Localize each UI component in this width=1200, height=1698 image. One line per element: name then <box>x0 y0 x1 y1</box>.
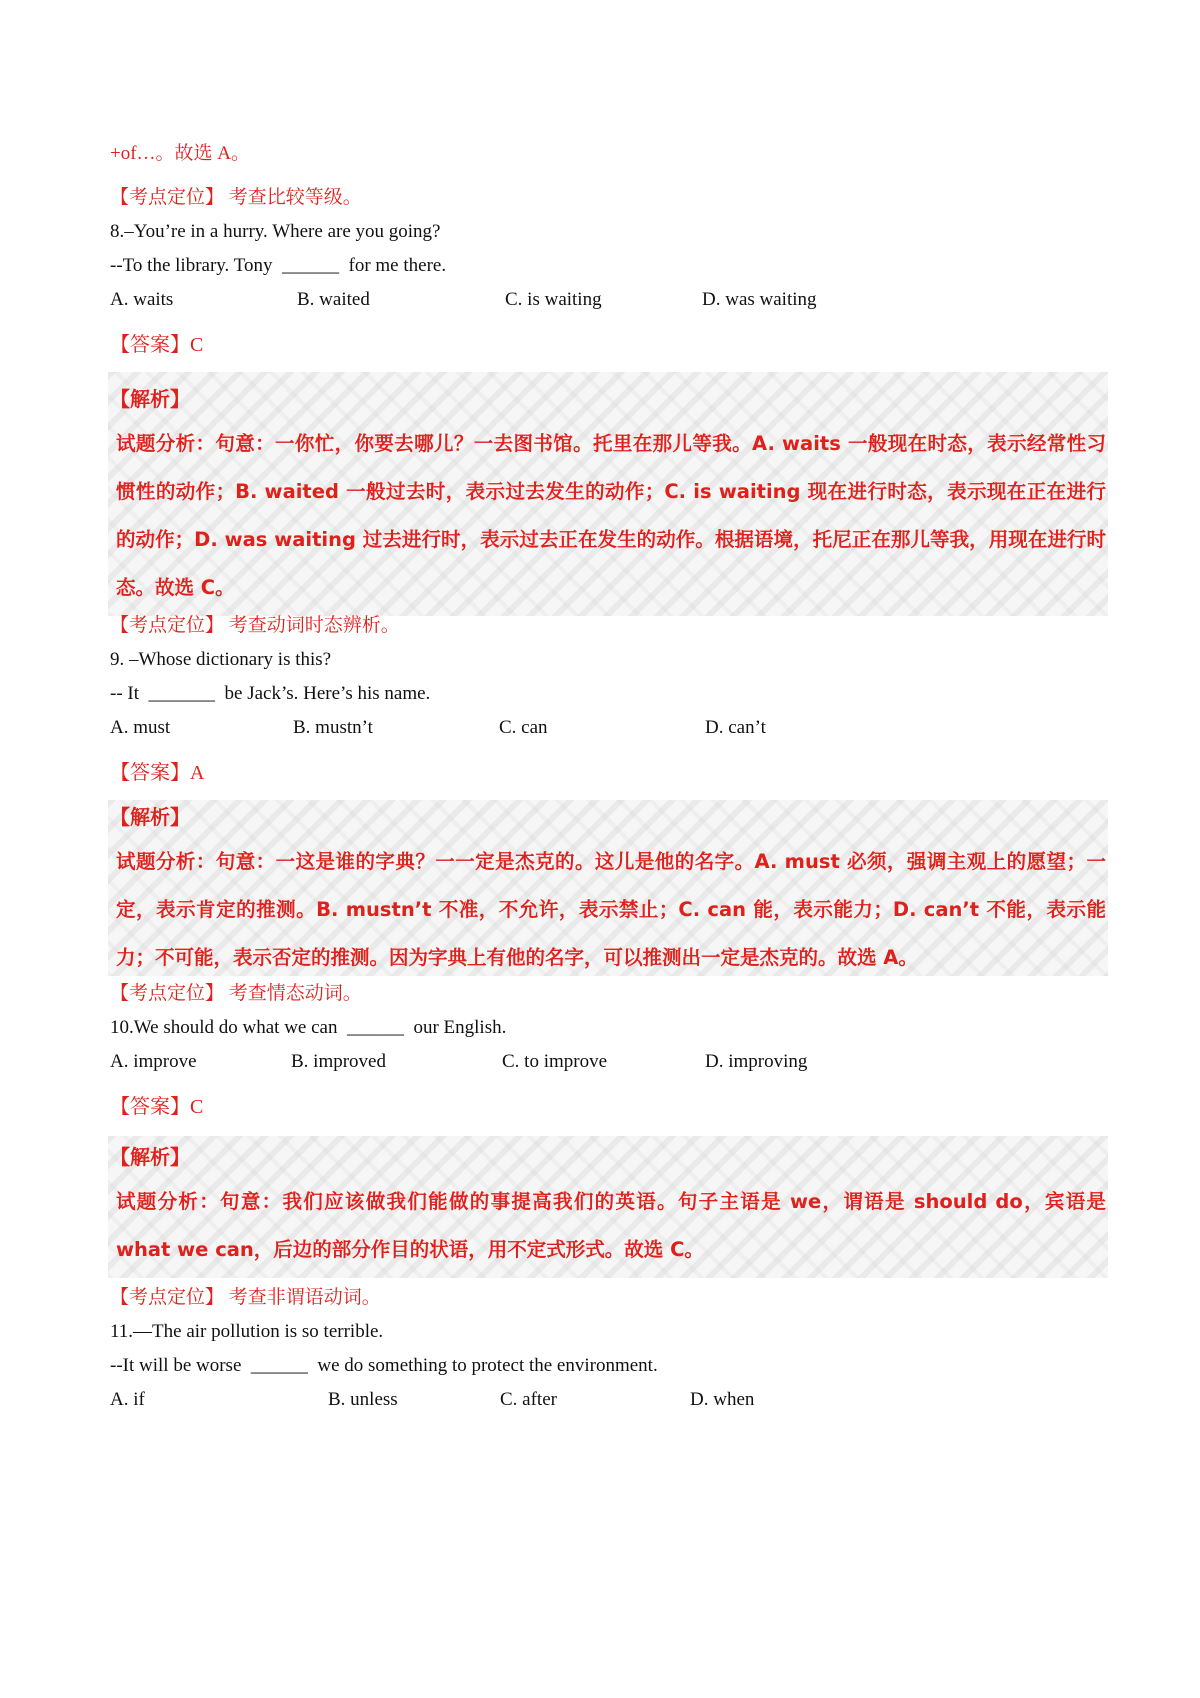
q9-stem-line2: -- It _______ be Jack’s. Here’s his name. <box>110 683 431 704</box>
q9-analysis-text: 试题分析：句意：一这是谁的字典？一一定是杰克的。这儿是他的名字。A. must 必须，强调主观上的愿望；一定，表示肯定的推测。B. mustn’t 不准，不允许，表示禁止；C. can 能，表示能力；D. can’t 不能，表示能力；不可能，表示否定的推测。因为字典上有他的名字，可以推测出一定是杰克的。故选 A。 <box>116 850 1106 969</box>
q10-option-c: C. to improve <box>502 1051 608 1072</box>
q11-option-a: A. if <box>110 1389 145 1410</box>
q8-exam-point: 【考点定位】 考查动词时态辨析。 <box>110 615 400 636</box>
q11-option-d: D. when <box>690 1389 755 1410</box>
q8-stem-line1: 8.–You’re in a hurry. Where are you going? <box>110 221 441 242</box>
q10-analysis-title: 【解析】 <box>110 1145 190 1169</box>
q11-option-b: B. unless <box>328 1389 398 1410</box>
q10-exam-point: 【考点定位】 考查非谓语动词。 <box>110 1287 381 1308</box>
previous-exam-point: 【考点定位】 考查比较等级。 <box>110 187 362 208</box>
q11-stem-line2: --It will be worse ______ we do something to protect the environment. <box>110 1355 658 1376</box>
q10-option-d: D. improving <box>705 1051 808 1072</box>
q9-answer: 【答案】A <box>110 762 205 784</box>
q8-analysis-text: 试题分析：句意：一你忙，你要去哪儿？一去图书馆。托里在那儿等我。A. waits 一般现在时态，表示经常性习惯性的动作；B. waited 一般过去时，表示过去发生的动作；C. is waiting 现在进行时态，表示现在正在进行的动作；D. was waiting 过去进行时，表示过去正在发生的动作。根据语境，托尼正在那儿等我，用现在进行时态。故选 C。 <box>116 432 1106 599</box>
q10-analysis-text: 试题分析：句意：我们应该做我们能做的事提高我们的英语。句子主语是 we，谓语是 should do，宾语是 what we can，后边的部分作目的状语，用不定式形式。故选 C。 <box>116 1190 1106 1261</box>
q8-option-a: A. waits <box>110 289 174 310</box>
q10-answer: 【答案】C <box>110 1096 204 1118</box>
q8-stem-line2: --To the library. Tony ______ for me there. <box>110 255 447 276</box>
q9-option-d: D. can’t <box>705 717 766 738</box>
q9-option-b: B. mustn’t <box>293 717 373 738</box>
q8-answer: 【答案】C <box>110 334 204 356</box>
q10-stem: 10.We should do what we can ______ our English. <box>110 1017 507 1038</box>
q9-option-a: A. must <box>110 717 171 738</box>
q8-analysis-title: 【解析】 <box>110 387 190 411</box>
q10-option-b: B. improved <box>291 1051 386 1072</box>
q8-option-b: B. waited <box>297 289 370 310</box>
q10-option-a: A. improve <box>110 1051 197 1072</box>
q8-option-d: D. was waiting <box>702 289 817 310</box>
q9-stem-line1: 9. –Whose dictionary is this? <box>110 649 332 670</box>
q9-analysis-title: 【解析】 <box>110 805 190 829</box>
q8-option-c: C. is waiting <box>505 289 602 310</box>
q11-option-c: C. after <box>500 1389 557 1410</box>
q11-stem-line1: 11.—The air pollution is so terrible. <box>110 1321 384 1342</box>
q9-exam-point: 【考点定位】 考查情态动词。 <box>110 983 362 1004</box>
previous-conclusion: +of…。故选 A。 <box>110 143 251 164</box>
q9-option-c: C. can <box>499 717 548 738</box>
